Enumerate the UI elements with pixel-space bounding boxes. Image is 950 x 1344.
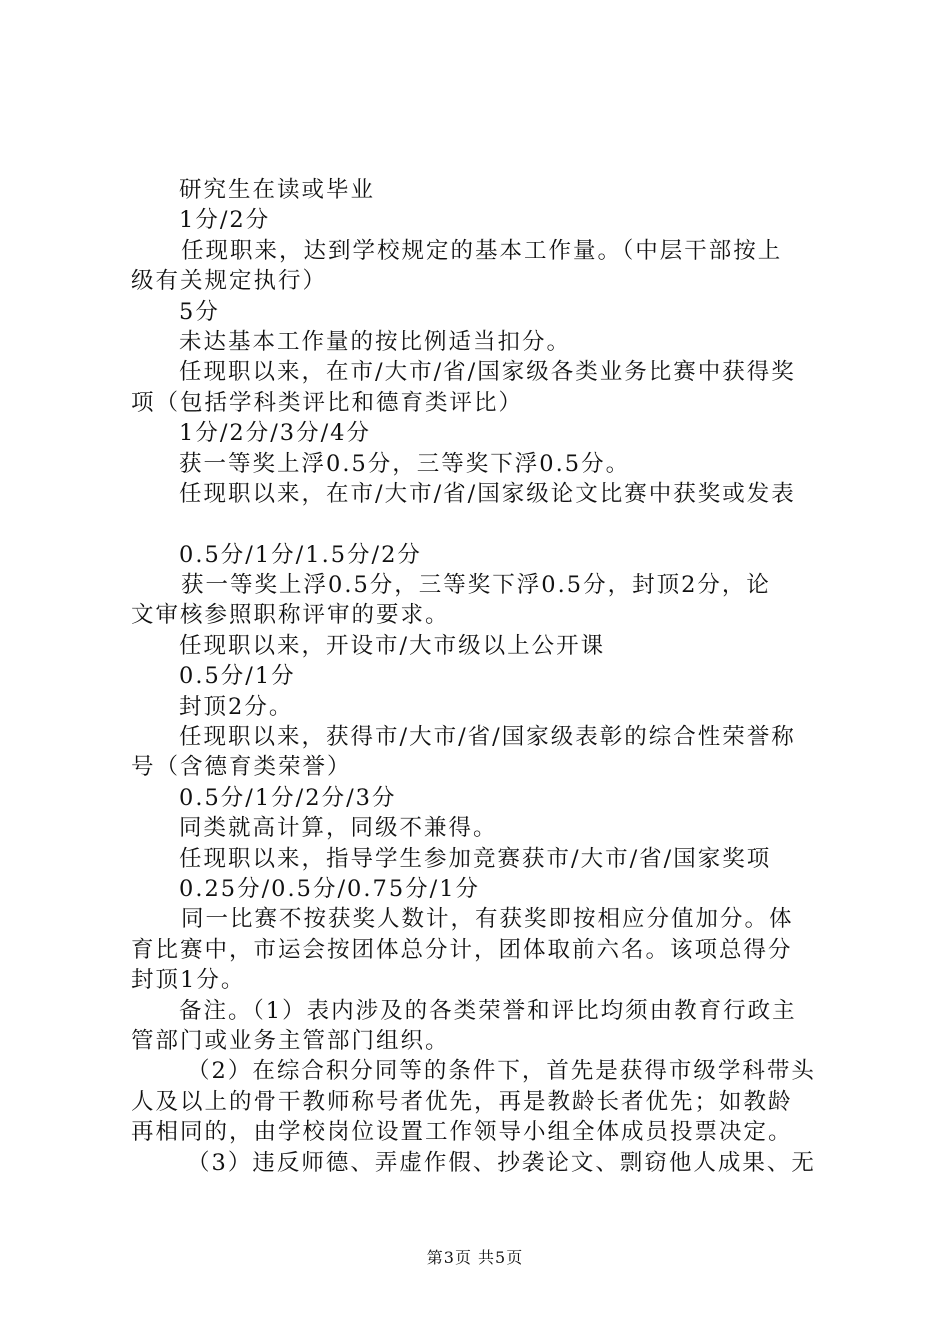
text-line: 任现职以来，获得市/大市/省/国家级表彰的综合性荣誉称 [179,724,796,751]
text-line: 任现职以来，指导学生参加竞赛获市/大市/省/国家奖项 [179,845,772,872]
text-line: 备注。（1）表内涉及的各类荣誉和评比均须由教育行政主 [179,997,797,1024]
text-line: 任现职来，达到学校规定的基本工作量。（中层干部按上 [181,237,783,264]
text-line: 1分/2分 [179,207,271,234]
text-line: 同类就高计算，同级不兼得。 [179,815,498,842]
text-line: 封顶1分。 [131,967,246,994]
text-line: 5分 [179,298,220,325]
text-line: 封顶2分。 [179,693,294,720]
page-number-label: 第3页 共5页 [426,1248,524,1267]
text-line: 号（含德育类荣誉） [131,754,352,781]
text-line: 任现职以来，在市/大市/省/国家级论文比赛中获奖或发表 [179,480,796,507]
text-line: 人及以上的骨干教师称号者优先，再是教龄长者优先；如教龄 [131,1088,793,1115]
text-line: 获一等奖上浮0.5分，三等奖下浮0.5分。 [179,450,631,477]
text-line: 任现职以来，在市/大市/省/国家级各类业务比赛中获得奖 [179,359,796,386]
text-line: 再相同的，由学校岗位设置工作领导小组全体成员投票决定。 [131,1119,793,1146]
text-line: 1分/2分/3分/4分 [179,420,372,447]
text-line: 获一等奖上浮0.5分，三等奖下浮0.5分，封顶2分，论 [181,572,771,599]
text-line: 0.5分/1分 [179,663,296,690]
text-line: （3）违反师德、弄虚作假、抄袭论文、剽窃他人成果、无 [187,1149,816,1176]
text-line: 管部门或业务主管部门组织。 [131,1027,450,1054]
text-line: 同一比赛不按获奖人数计，有获奖即按相应分值加分。体 [181,906,794,933]
blank-line [131,509,833,539]
document-body [131,175,833,1178]
text-line: 0.5分/1分/2分/3分 [179,784,397,811]
page-footer [0,1245,950,1268]
text-line: 文审核参照职称评审的要求。 [131,602,450,629]
text-line: 级有关规定执行） [131,268,328,295]
text-line: 0.5分/1分/1.5分/2分 [179,541,422,568]
text-line: 0.25分/0.5分/0.75分/1分 [179,875,481,902]
text-line: （2）在综合积分同等的条件下，首先是获得市级学科带头 [187,1058,816,1085]
text-line: 项（包括学科类评比和德育类评比） [131,389,524,416]
text-line: 育比赛中，市运会按团体总分计，团体取前六名。该项总得分 [131,936,793,963]
text-line: 研究生在读或毕业 [179,177,376,203]
text-line: 任现职以来，开设市/大市级以上公开课 [179,632,606,659]
text-line: 未达基本工作量的按比例适当扣分。 [179,328,572,355]
